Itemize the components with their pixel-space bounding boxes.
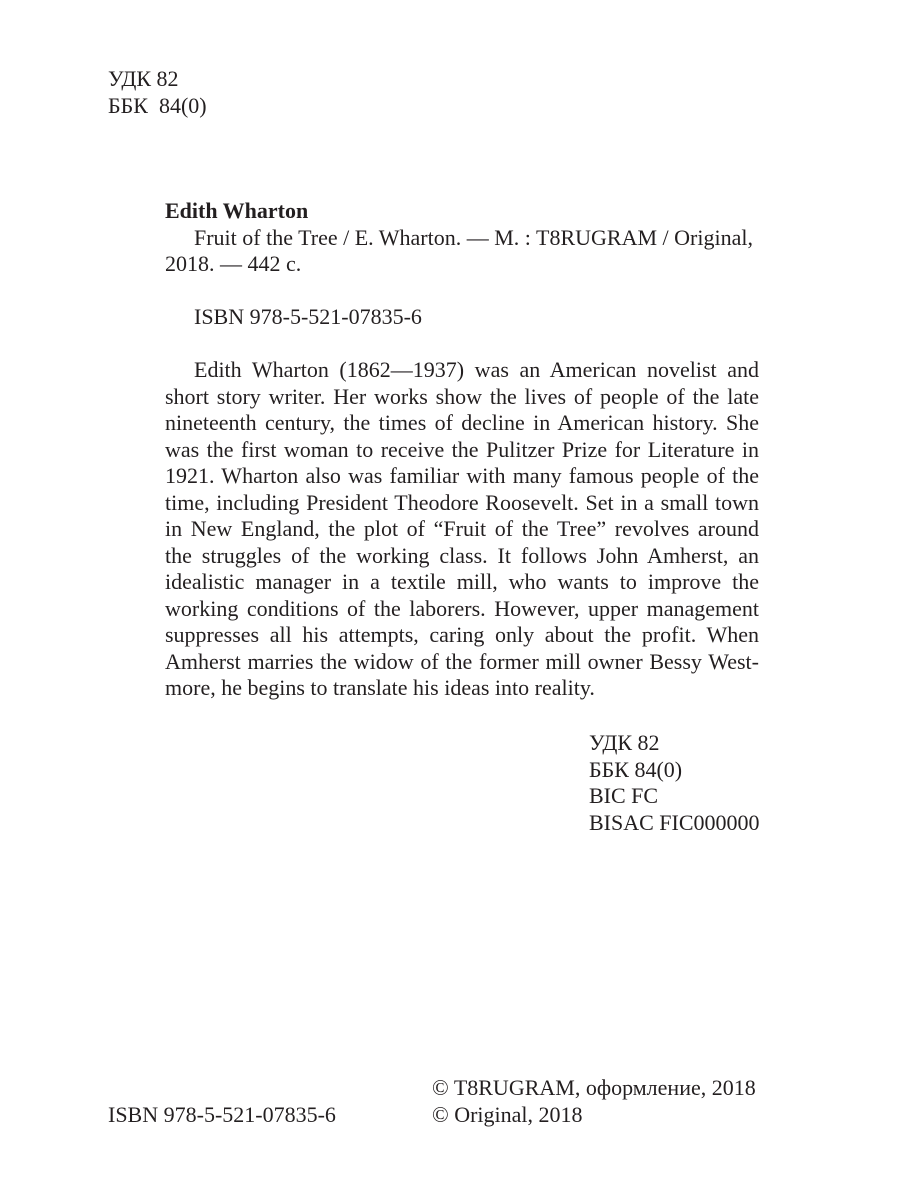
footer-isbn: ISBN 978-5-521-07835-6 — [108, 1102, 336, 1127]
annotation-line: in New England, the plot of “Fruit of the Tree” revolves around — [165, 516, 759, 541]
copyright-notices — [432, 1075, 756, 1128]
right-classification-codes — [589, 730, 760, 836]
udk-code: УДК 82 — [589, 730, 660, 755]
annotation-line: 1921. Wharton also was familiar with many famous people of the — [165, 463, 759, 488]
annotation-line: Edith Wharton (1862—1937) was an American novelist and — [194, 357, 759, 382]
annotation-line: the struggles of the working class. It follows John Amherst, an — [165, 542, 759, 568]
catalog-isbn: ISBN 978-5-521-07835-6 — [194, 304, 422, 329]
catalog-record — [165, 198, 759, 702]
annotation-line: suppresses all his attempts, caring only about the profit. When — [165, 622, 759, 647]
bibliographic-entry-line: 2018. — 442 c. — [165, 251, 302, 276]
bbk-code: ББК 84(0) — [589, 756, 683, 782]
annotation-line: idealistic manager in a textile mill, who wants to improve the — [165, 569, 759, 594]
bisac-code: BISAC FIC000000 — [589, 809, 760, 835]
bbk-code: ББК 84(0) — [108, 92, 207, 118]
top-classification-codes — [108, 66, 207, 119]
bibliographic-entry — [165, 225, 759, 278]
annotation-line: working conditions of the laborers. However, upper management — [165, 595, 759, 621]
bibliographic-entry-line: Fruit of the Tree / E. Wharton. — M. : T8RUGRAM / Original, — [194, 224, 753, 250]
annotation-line: short story writer. Her works show the lives of people of the late — [165, 383, 759, 409]
bic-code: BIC FC — [589, 783, 659, 808]
annotation-line: Amherst marries the widow of the former mill owner Bessy West- — [165, 648, 759, 674]
book-annotation — [165, 357, 759, 702]
annotation-line: more, he begins to translate his ideas into reality. — [165, 675, 595, 700]
author-name: Edith Wharton — [165, 198, 309, 223]
annotation-line: time, including President Theodore Roosevelt. Set in a small town — [165, 489, 759, 515]
annotation-line: was the first woman to receive the Pulitzer Prize for Literature in — [165, 436, 759, 462]
annotation-line: nineteenth century, the times of decline in American history. She — [165, 410, 759, 435]
copyright-original: © Original, 2018 — [432, 1101, 583, 1127]
udk-code: УДК 82 — [108, 66, 179, 91]
copyright-publisher: © T8RUGRAM, оформление, 2018 — [432, 1075, 756, 1100]
